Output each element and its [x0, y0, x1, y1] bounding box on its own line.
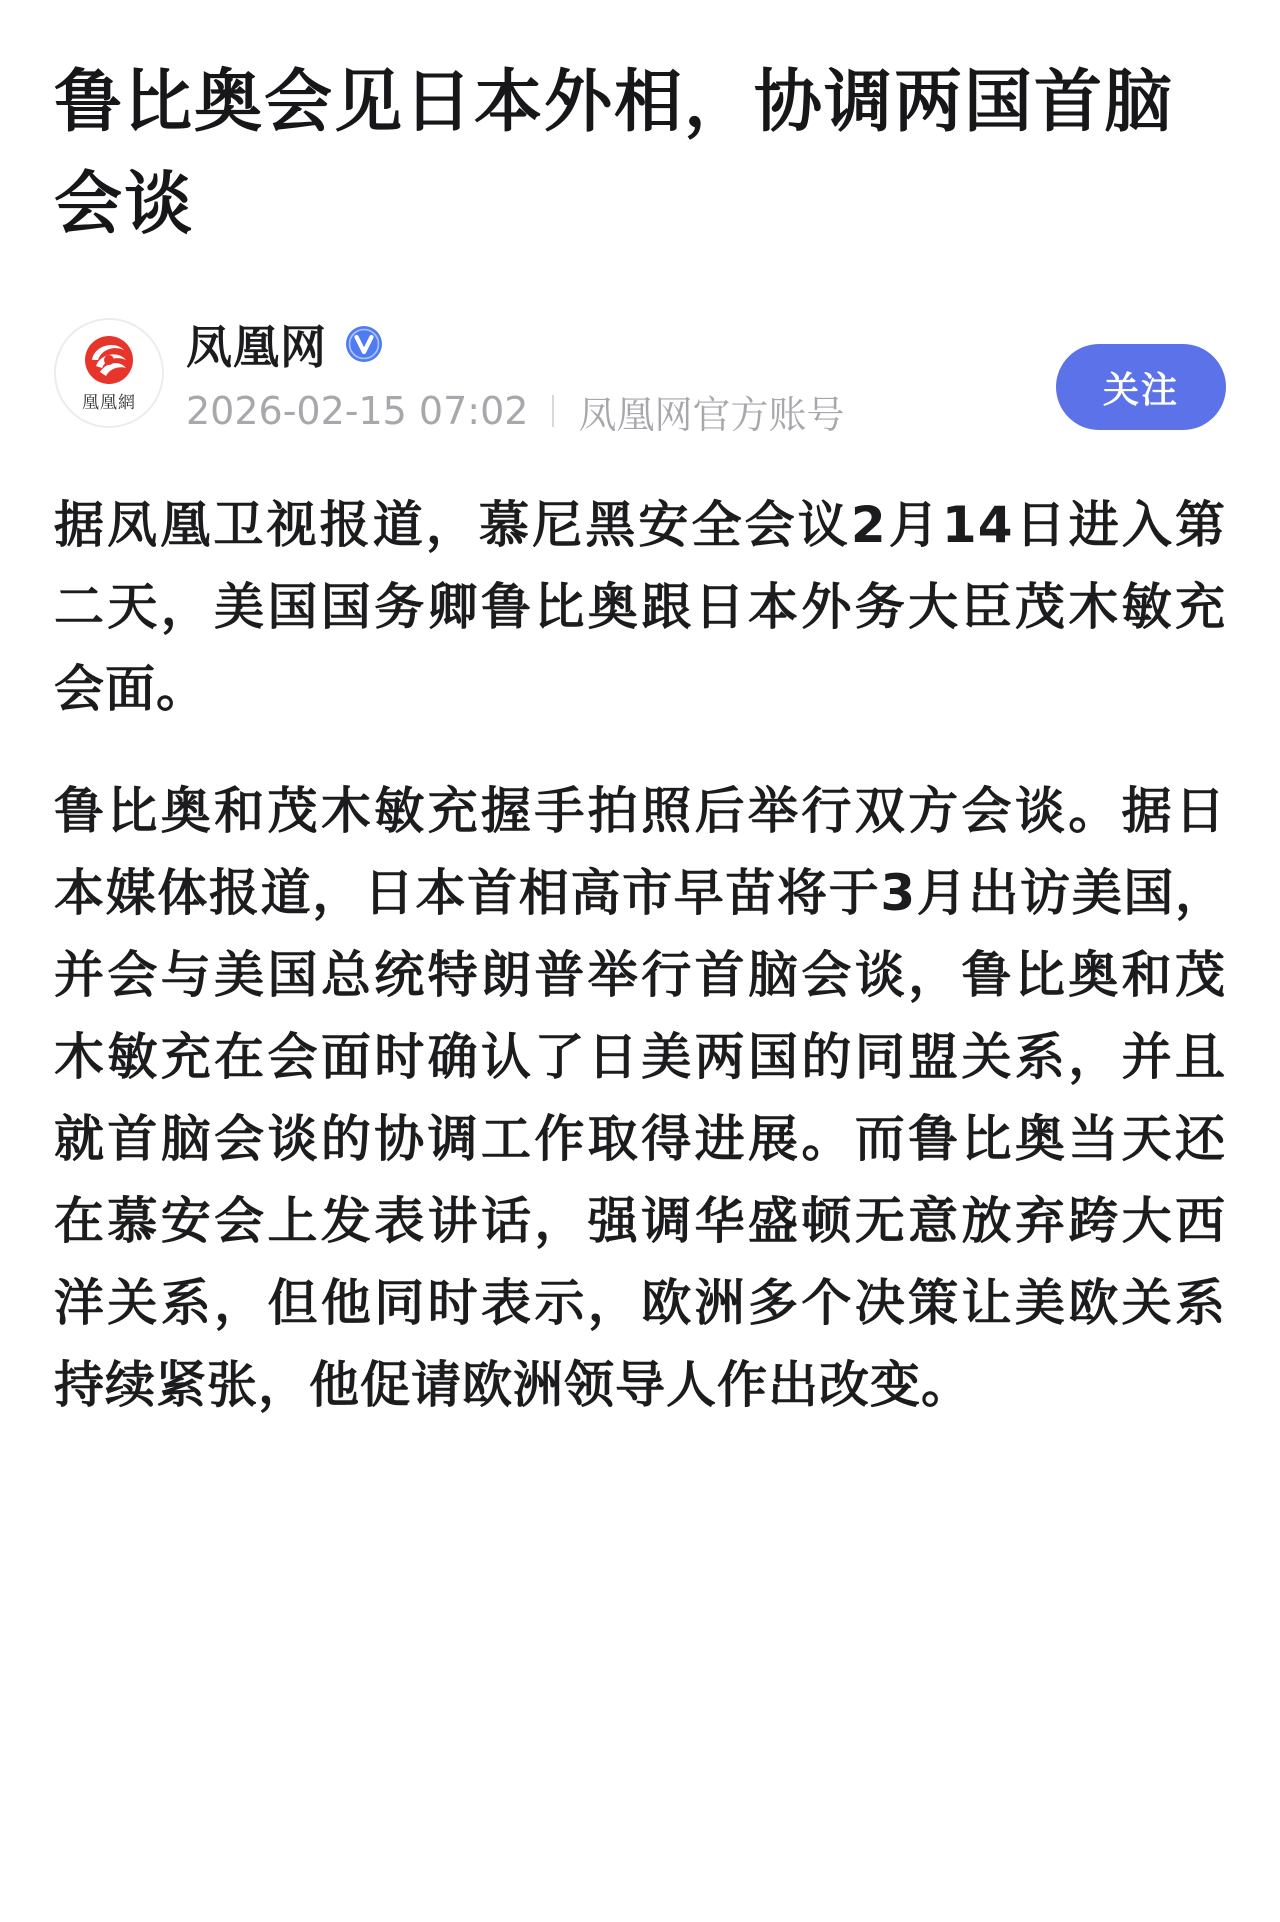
article-body: [54, 484, 1226, 1426]
article-title: 鲁比奥会见日本外相，协调两国首脑会谈: [54, 63, 1175, 244]
article-paragraph: 鲁比奥和茂木敏充握手拍照后举行双方会谈。据日本媒体报道，日本首相高市早苗将于3月出访美国，并会与美国总统特朗普举行首脑会谈，鲁比奥和茂木敏充在会面时确认了日美两国的同盟关系，并且就首脑会谈的协调工作取得进展。而鲁比奥当天还在慕安会上发表讲话，强调华盛顿无意放弃跨大西洋关系，但他同时表示，欧洲多个决策让美欧关系持续紧张，他促请欧洲领导人作出改变。: [54, 782, 1226, 1414]
account-type: 凤凰网官方账号: [578, 392, 845, 437]
article-paragraph: 据凤凰卫视报道，慕尼黑安全会议2月14日进入第二天，美国国务卿鲁比奥跟日本外务大臣茂木敏充会面。: [54, 496, 1226, 718]
meta-divider: [552, 395, 554, 427]
article-meta: [186, 386, 844, 436]
publish-time: 2026-02-15 07:02: [186, 389, 529, 433]
author-name-row: [186, 314, 383, 374]
author-name[interactable]: 凤凰网: [186, 320, 327, 374]
verified-badge-icon: [345, 325, 383, 363]
avatar-logo-text: 凰凰網: [82, 392, 136, 413]
phoenix-logo-icon: [80, 334, 138, 386]
author-avatar[interactable]: [54, 318, 164, 428]
follow-button[interactable]: 关注: [1056, 344, 1226, 430]
author-bar: [54, 308, 1226, 448]
